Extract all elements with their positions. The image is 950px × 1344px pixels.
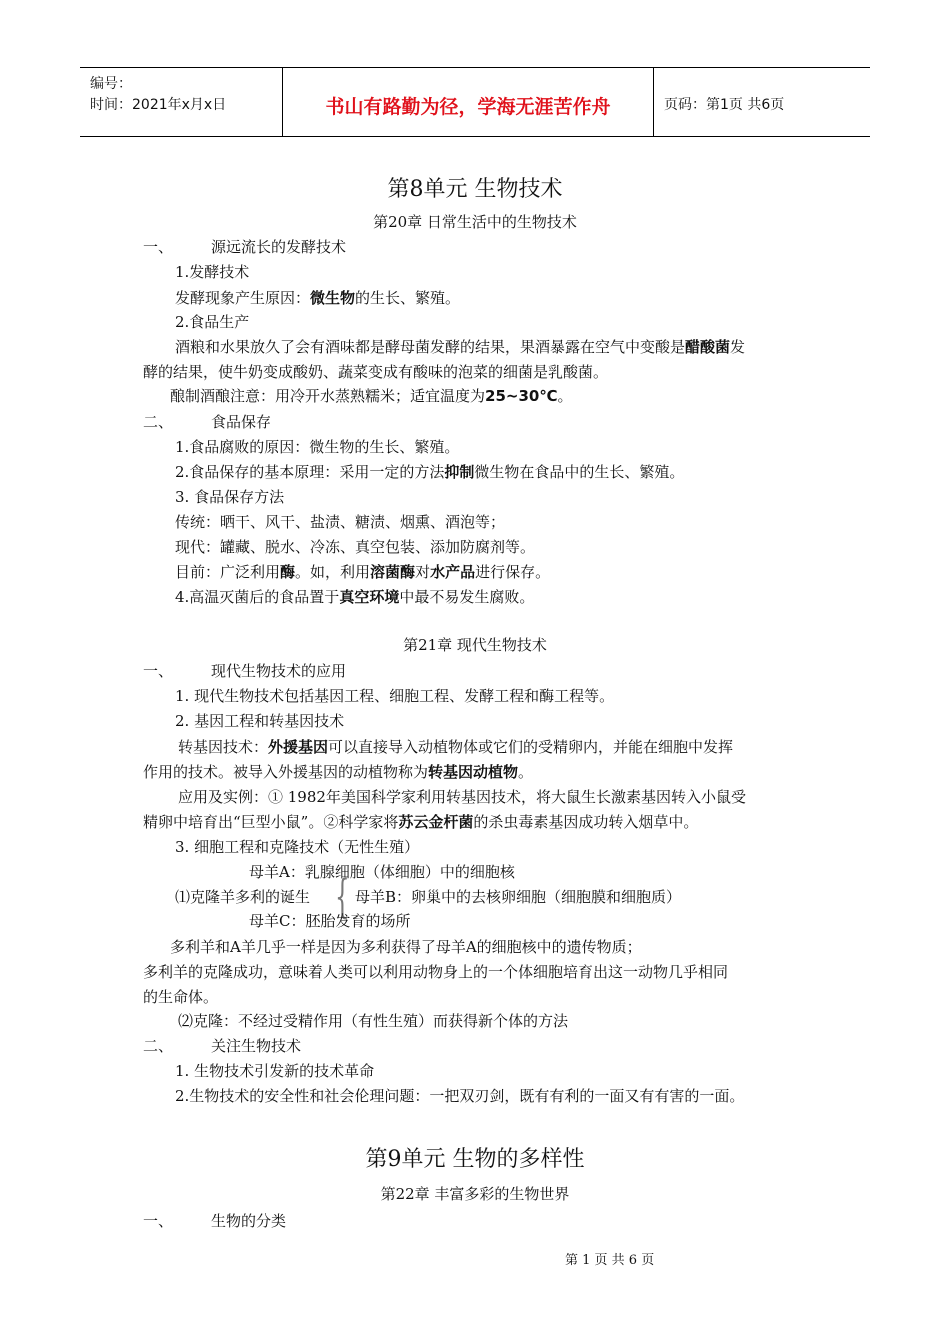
text-line: 精卵中培育出“巨型小鼠”。②科学家将苏云金杆菌的杀虫毒素基因成功转入烟草中。 — [143, 813, 699, 831]
text-line: 应用及实例：① 1982年美国科学家利用转基因技术，将大鼠生长激素基因转入小鼠受 — [178, 788, 746, 806]
date-label: 时间：2021年x月x日 — [90, 97, 227, 113]
text-line: 酿制酒酿注意：用冷开水蒸熟糯米；适宜温度为25~30℃。 — [170, 387, 573, 405]
text-line: 2.食品生产 — [175, 313, 250, 331]
text-line: 的生命体。 — [143, 988, 219, 1006]
text-line: 多利羊和A羊几乎一样是因为多利获得了母羊A的细胞核中的遗传物质； — [170, 938, 642, 956]
page-info: 页码：第1页 共6页 — [664, 97, 785, 113]
text-line: ⑵克隆：不经过受精作用（有性生殖）而获得新个体的方法 — [178, 1012, 569, 1030]
text-line: 1.发酵技术 — [175, 263, 250, 281]
text-line: 母羊C：胚胎发育的场所 — [249, 912, 411, 930]
ch21-title: 第21章 现代生物技术 — [403, 636, 547, 654]
text-line: 酵的结果，使牛奶变成酸奶、蔬菜变成有酸味的泡菜的细菌是乳酸菌。 — [143, 363, 609, 381]
number-label: 编号： — [90, 76, 132, 92]
section-title: 食品保存 — [211, 413, 272, 431]
text-line: 4.高温灭菌后的食品置于真空环境中最不易发生腐败。 — [175, 588, 535, 606]
page-footer: 第 1 页 共 6 页 — [565, 1253, 655, 1268]
text-line: 1. 现代生物技术包括基因工程、细胞工程、发酵工程和酶工程等。 — [175, 687, 615, 705]
section-number: 二、 — [143, 1037, 174, 1055]
text-line: 现代：罐藏、脱水、冷冻、真空包装、添加防腐剂等。 — [175, 538, 536, 556]
ch22-title: 第22章 丰富多彩的生物世界 — [380, 1185, 570, 1203]
text-line: 作用的技术。被导入外援基因的动植物称为转基因动植物。 — [143, 763, 534, 781]
text-line: 2.食品保存的基本原理：采用一定的方法抑制微生物在食品中的生长、繁殖。 — [175, 463, 685, 481]
header-page-cell — [654, 68, 870, 136]
text-line: 传统：晒干、风干、盐渍、糖渍、烟熏、酒泡等； — [175, 513, 506, 531]
page-header — [80, 67, 870, 137]
header-motto-cell — [283, 68, 654, 136]
text-line: 目前：广泛利用酶。如，利用溶菌酶对水产品进行保存。 — [175, 563, 551, 581]
text-line: 转基因技术：外援基因可以直接导入动植物体或它们的受精卵内，并能在细胞中发挥 — [178, 738, 734, 756]
section-number: 二、 — [143, 413, 174, 431]
text-line: 母羊A：乳腺细胞（体细胞）中的细胞核 — [249, 863, 515, 881]
text-line: 发酵现象产生原因：微生物的生长、繁殖。 — [175, 289, 461, 307]
text-line: 1.食品腐败的原因：微生物的生长、繁殖。 — [175, 438, 460, 456]
section-number: 一、 — [143, 1212, 174, 1230]
section-title: 生物的分类 — [211, 1212, 287, 1230]
text-line: 2. 基因工程和转基因技术 — [175, 712, 345, 730]
section-number: 一、 — [143, 238, 174, 256]
section-title: 源远流长的发酵技术 — [211, 238, 347, 256]
text-line: 酒粮和水果放久了会有酒味都是酵母菌发酵的结果，果酒暴露在空气中变酸是醋酸菌发 — [175, 338, 746, 356]
text-line: 母羊B：卵巢中的去核卵细胞（细胞膜和细胞质） — [355, 888, 682, 906]
header-info-cell — [80, 68, 283, 136]
text-line: 3. 细胞工程和克隆技术（无性生殖） — [175, 838, 420, 856]
brace-icon: { — [335, 869, 350, 923]
text-line: 多利羊的克隆成功，意味着人类可以利用动物身上的一个体细胞培育出这一动物几乎相同 — [143, 963, 729, 981]
section-number: 一、 — [143, 662, 174, 680]
section-title: 现代生物技术的应用 — [211, 662, 347, 680]
unit9-title: 第9单元 生物的多样性 — [365, 1147, 585, 1172]
text-line: ⑴克隆羊多利的诞生 — [175, 888, 311, 906]
text-line: 1. 生物技术引发新的技术革命 — [175, 1062, 375, 1080]
text-line: 3. 食品保存方法 — [175, 488, 285, 506]
section-title: 关注生物技术 — [211, 1037, 302, 1055]
motto: 书山有路勤为径，学海无涯苦作舟 — [325, 96, 611, 118]
ch20-title: 第20章 日常生活中的生物技术 — [373, 213, 577, 231]
text-line: 2.生物技术的安全性和社会伦理问题：一把双刃剑，既有有利的一面又有有害的一面。 — [175, 1087, 745, 1105]
unit8-title: 第8单元 生物技术 — [387, 177, 563, 202]
